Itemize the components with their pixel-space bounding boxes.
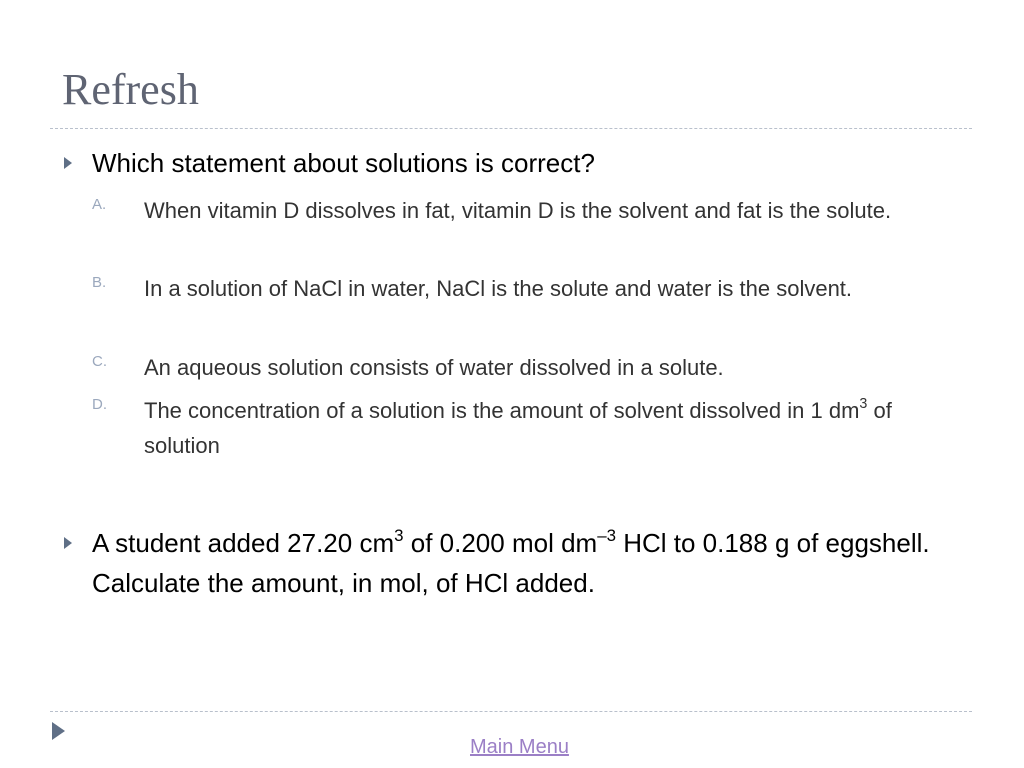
option-d-text-end: of solution xyxy=(144,398,892,458)
question-1-prompt: Which statement about solutions is correct? xyxy=(92,148,595,178)
question-2-sup-2: –3 xyxy=(597,525,616,545)
main-menu-link[interactable]: Main Menu xyxy=(470,736,569,758)
question-2-text xyxy=(92,523,962,603)
slide-title: Refresh xyxy=(62,65,199,114)
option-d-superscript: 3 xyxy=(859,396,868,413)
question-2-part-2: of 0.200 mol dm xyxy=(403,528,598,558)
option-d-text xyxy=(144,393,964,463)
option-a-letter: A. xyxy=(92,196,107,213)
next-slide-arrow-icon[interactable] xyxy=(52,722,65,740)
option-a-text: When vitamin D dissolves in fat, vitamin D is the solvent and fat is the solute. xyxy=(144,198,892,223)
triangle-bullet-icon xyxy=(64,157,72,169)
option-c-text: An aqueous solution consists of water dissolved in a solute. xyxy=(144,355,724,380)
option-d-text-main: The concentration of a solution is the amount of solvent dissolved in 1 dm xyxy=(144,398,860,423)
option-d-letter: D. xyxy=(92,396,107,413)
option-b-letter: B. xyxy=(92,274,107,291)
question-2-part-1: A student added 27.20 cm xyxy=(92,528,395,558)
footer-divider xyxy=(50,711,972,712)
option-c-letter: C. xyxy=(92,353,107,370)
triangle-bullet-icon xyxy=(64,537,72,549)
title-divider xyxy=(50,128,972,129)
question-2-part-3: HCl to 0.188 g of eggshell. Calculate the amount, in mol, of HCl added. xyxy=(92,528,930,598)
option-b-text: In a solution of NaCl in water, NaCl is the solute and water is the solvent. xyxy=(144,276,853,301)
question-2-sup-1: 3 xyxy=(394,525,404,545)
